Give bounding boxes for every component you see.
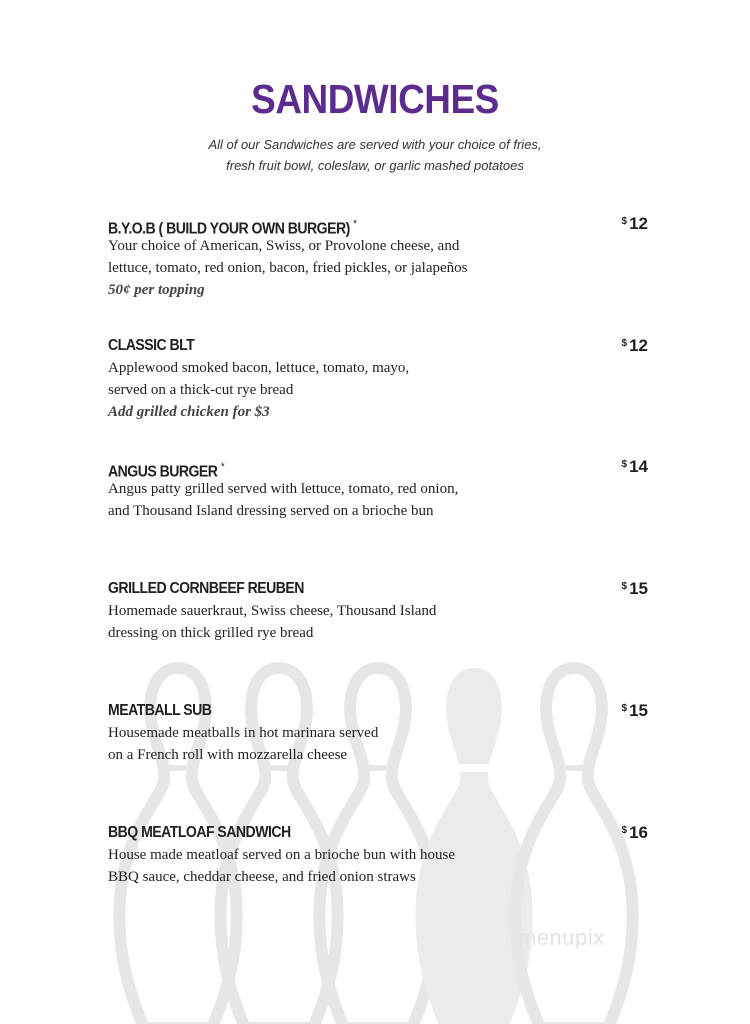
item-price: [622, 822, 648, 844]
menu-item-byob: [108, 213, 648, 301]
item-description: [108, 478, 648, 522]
item-name: [108, 578, 583, 600]
currency-symbol: $: [621, 459, 628, 470]
description-line: on a French roll with mozzarella cheese: [108, 747, 348, 763]
menu-item-classic-blt: [108, 335, 648, 423]
price-value: 14: [629, 457, 648, 476]
currency-symbol: $: [621, 338, 628, 349]
item-description: [108, 600, 648, 644]
item-name: [108, 335, 583, 357]
item-name: [108, 700, 583, 722]
price-value: 12: [629, 336, 648, 355]
description-line: lettuce, tomato, red onion, bacon, fried pickles, or jalapeños: [108, 260, 468, 276]
item-price: [622, 700, 648, 722]
price-value: 16: [629, 823, 648, 842]
item-price: [622, 213, 648, 235]
item-name-text: CLASSIC BLT: [108, 337, 195, 354]
item-name-text: BBQ MEATLOAF SANDWICH: [108, 824, 291, 841]
description-line: Homemade sauerkraut, Swiss cheese, Thousand Island: [108, 603, 437, 619]
page-subtitle: [0, 134, 750, 176]
currency-symbol: $: [621, 825, 628, 836]
item-name-text: ANGUS BURGER: [108, 463, 218, 481]
menu-item-bbq-meatloaf-sandwich: [108, 822, 648, 888]
page-title: SANDWICHES: [251, 76, 499, 122]
item-price: [622, 578, 648, 600]
price-value: 15: [629, 701, 648, 720]
item-note: 50¢ per topping: [108, 282, 205, 298]
description-line: BBQ sauce, cheddar cheese, and fried onion straws: [108, 869, 416, 885]
description-line: Your choice of American, Swiss, or Provolone cheese, and: [108, 238, 460, 254]
item-name-text: MEATBALL SUB: [108, 702, 212, 719]
currency-symbol: $: [621, 703, 628, 714]
description-line: served on a thick-cut rye bread: [108, 382, 294, 398]
menu-item-meatball-sub: [108, 700, 648, 766]
item-note: Add grilled chicken for $3: [108, 404, 270, 420]
description-line: dressing on thick grilled rye bread: [108, 625, 314, 641]
description-line: Housemade meatballs in hot marinara served: [108, 725, 379, 741]
subtitle-line-1: All of our Sandwiches are served with your choice of fries,: [208, 137, 542, 152]
item-name: [108, 822, 583, 844]
item-name: [108, 213, 583, 238]
item-mark: *: [353, 218, 357, 230]
menu-item-angus-burger: [108, 456, 648, 522]
subtitle-line-2: fresh fruit bowl, coleslaw, or garlic mashed potatoes: [226, 158, 524, 173]
description-line: and Thousand Island dressing served on a brioche bun: [108, 503, 434, 519]
item-description: [108, 722, 648, 766]
item-price: [622, 335, 648, 357]
menupix-watermark: menupix: [518, 925, 605, 950]
item-price: [622, 456, 648, 478]
item-description: [108, 844, 648, 888]
currency-symbol: $: [621, 581, 628, 592]
item-name-text: GRILLED CORNBEEF REUBEN: [108, 580, 304, 597]
item-name: [108, 456, 583, 481]
item-description: [108, 357, 648, 401]
item-description: [108, 235, 648, 279]
price-value: 15: [629, 579, 648, 598]
description-line: Angus patty grilled served with lettuce, tomato, red onion,: [108, 481, 459, 497]
description-line: House made meatloaf served on a brioche bun with house: [108, 847, 455, 863]
currency-symbol: $: [621, 216, 628, 227]
item-mark: *: [220, 461, 225, 473]
menu-item-grilled-cornbeef-reuben: [108, 578, 648, 644]
description-line: Applewood smoked bacon, lettuce, tomato, mayo,: [108, 360, 410, 376]
price-value: 12: [629, 214, 648, 233]
item-name-text: B.Y.O.B ( BUILD YOUR OWN BURGER): [108, 220, 350, 238]
